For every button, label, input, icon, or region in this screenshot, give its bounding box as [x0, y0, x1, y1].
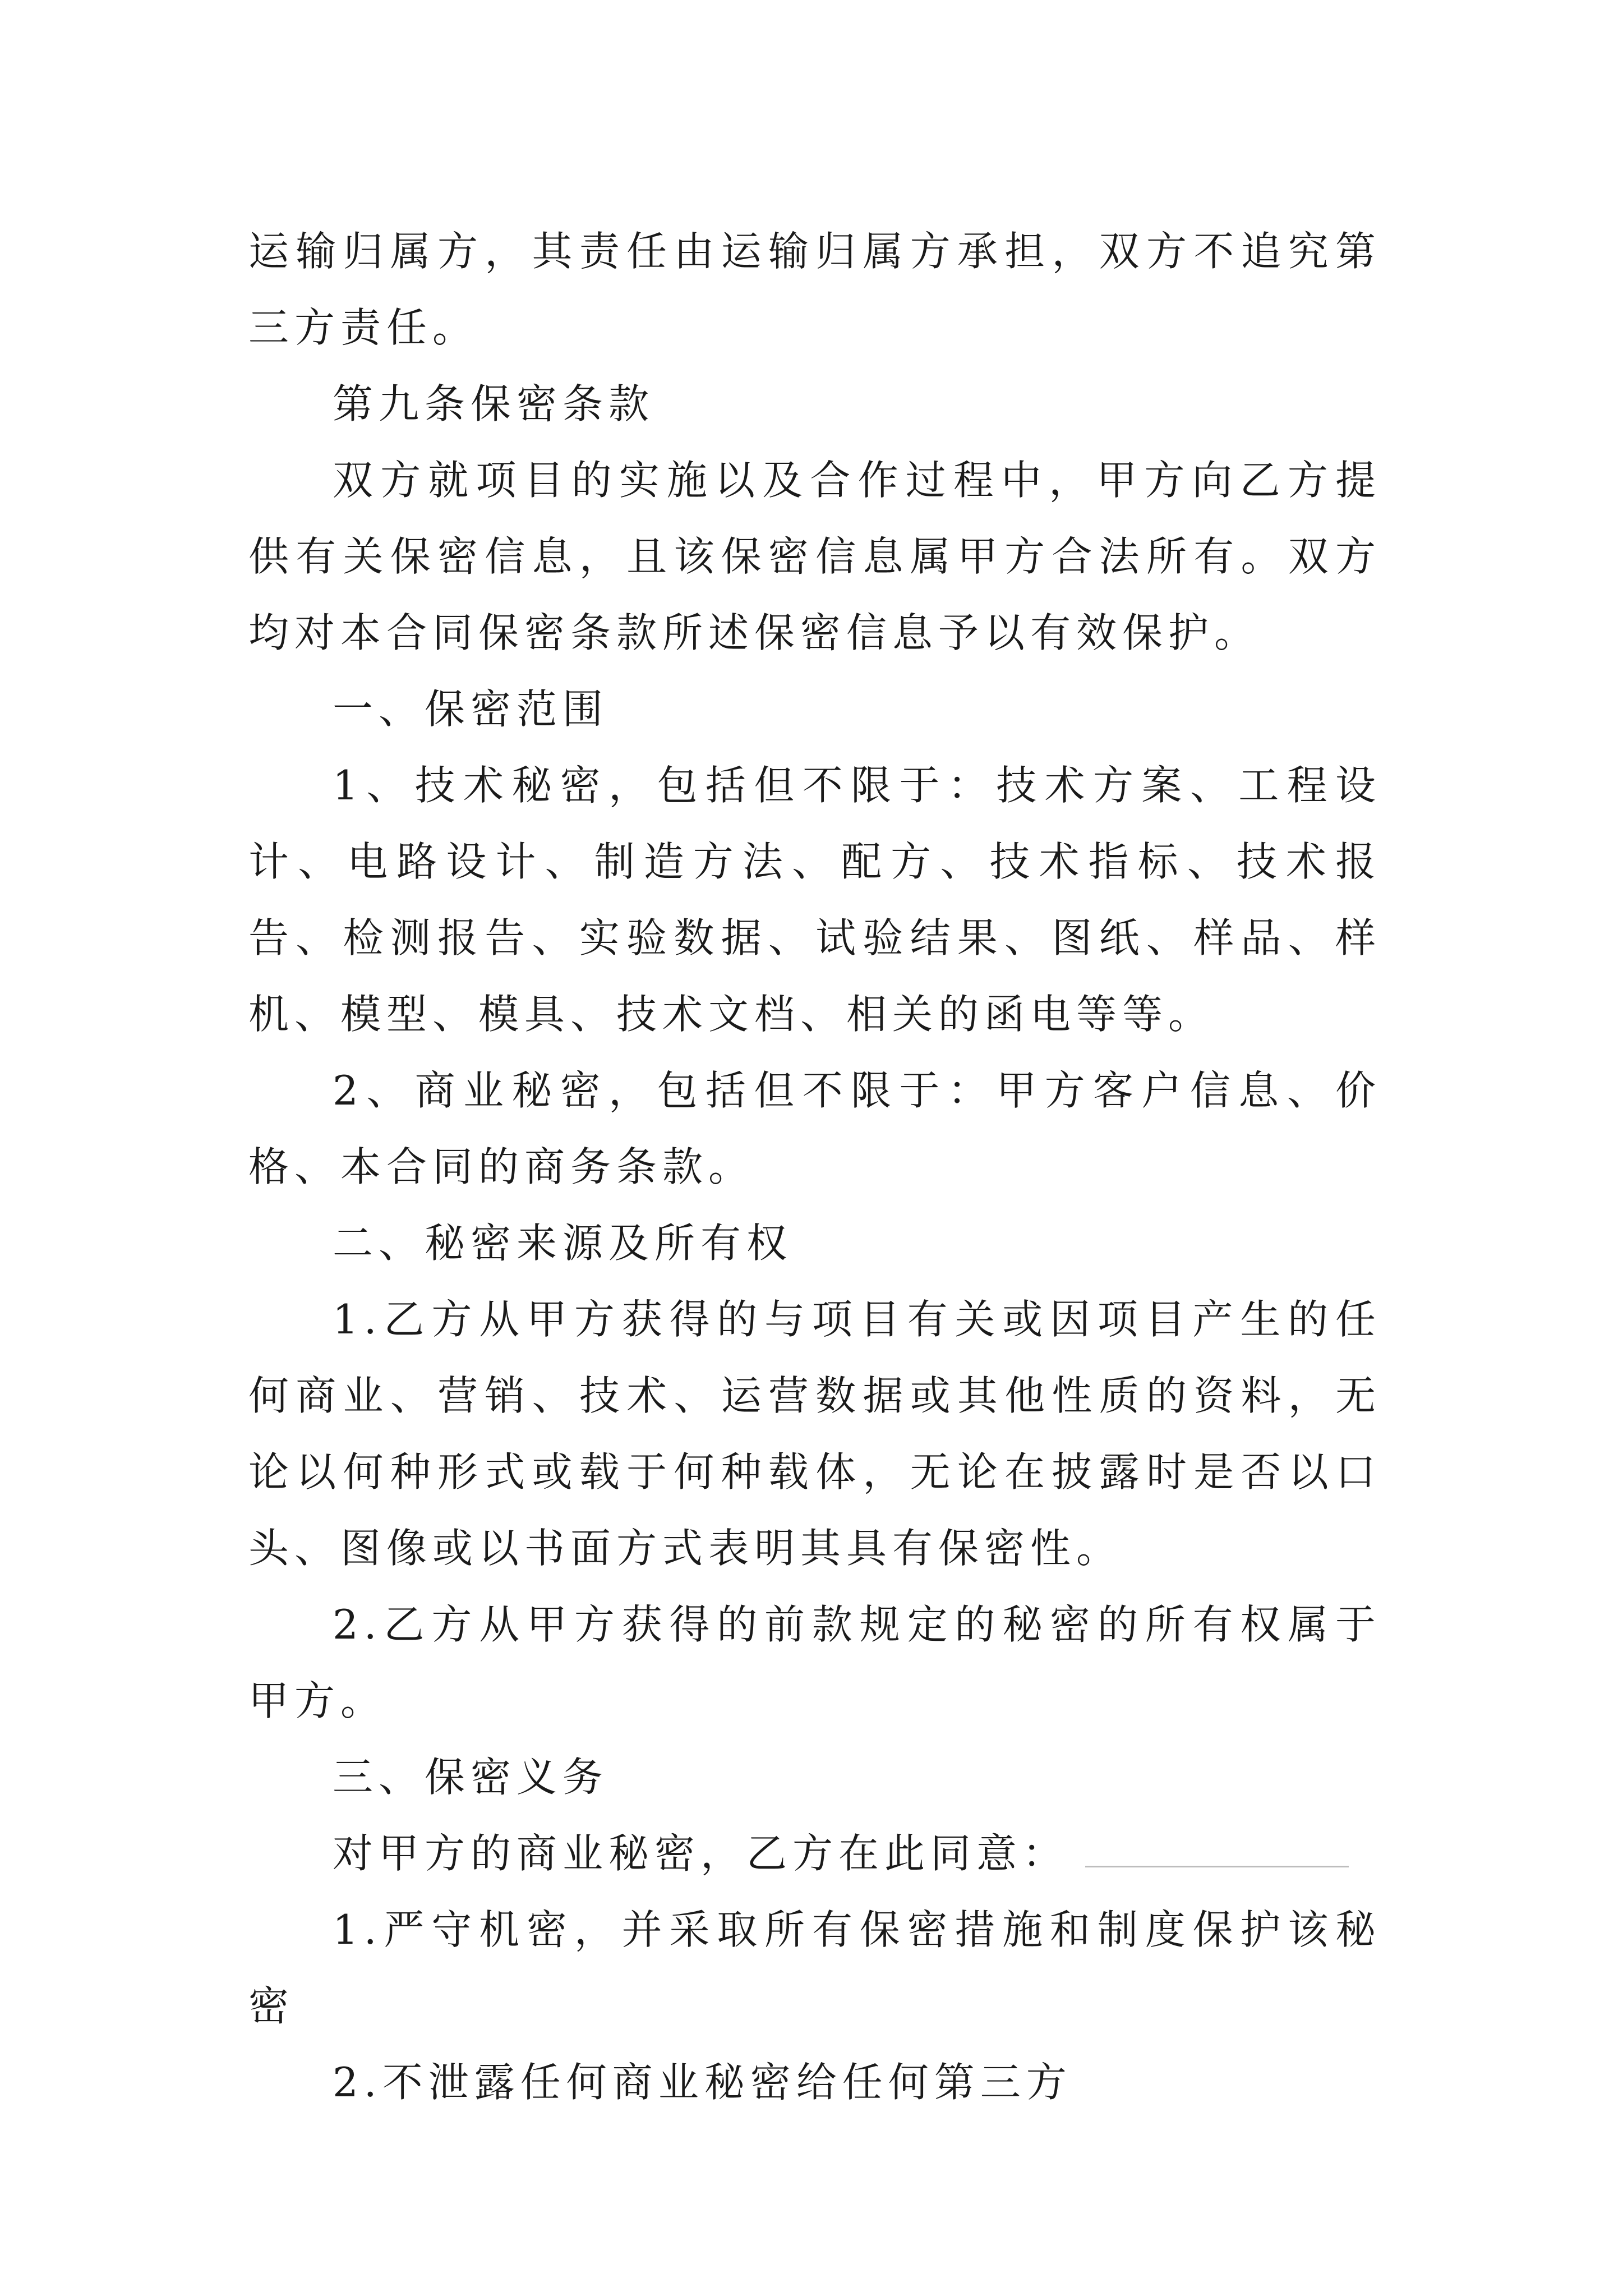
document-body [248, 213, 1381, 2120]
paragraph-technical-secrets: 1、技术秘密，包括但不限于：技术方案、工程设计、电路设计、制造方法、配方、技术指标、技术报告、检测报告、实验数据、试验结果、图纸、样品、样机、模型、模具、技术文档、相关的函电等等。 [248, 762, 1381, 1038]
heading-article-nine: 第九条保密条款 [333, 380, 655, 427]
blank-line [1085, 1832, 1349, 1867]
paragraph-obligation-two: 2.不泄露任何商业秘密给任何第三方 [333, 2059, 1072, 2106]
paragraph-agreement [248, 1815, 1381, 1892]
paragraph-business-secrets: 2、商业秘密，包括但不限于：甲方客户信息、价格、本合同的商务条款。 [248, 1067, 1381, 1190]
heading-obligations: 三、保密义务 [333, 1754, 609, 1801]
paragraph-transport-liability: 运输归属方，其责任由运输归属方承担，双方不追究第三方责任。 [248, 228, 1381, 351]
heading-source-ownership: 二、秘密来源及所有权 [333, 1220, 793, 1267]
paragraph-confidentiality-intro: 双方就项目的实施以及合作过程中，甲方向乙方提供有关保密信息，且该保密信息属甲方合法所有。双方均对本合同保密条款所述保密信息予以有效保护。 [248, 457, 1381, 656]
heading-scope: 一、保密范围 [333, 685, 609, 733]
paragraph-obligation-one: 1.严守机密，并采取所有保密措施和制度保护该秘密 [248, 1906, 1381, 2030]
agreement-text: 对甲方的商业秘密，乙方在此同意： [333, 1830, 1069, 1877]
paragraph-source-materials: 1.乙方从甲方获得的与项目有关或因项目产生的任何商业、营销、技术、运营数据或其他性质的资料，无论以何种形式或载于何种载体，无论在披露时是否以口头、图像或以书面方式表明其具有保密性。 [248, 1296, 1381, 1572]
paragraph-ownership: 2.乙方从甲方获得的前款规定的秘密的所有权属于甲方。 [248, 1601, 1381, 1724]
